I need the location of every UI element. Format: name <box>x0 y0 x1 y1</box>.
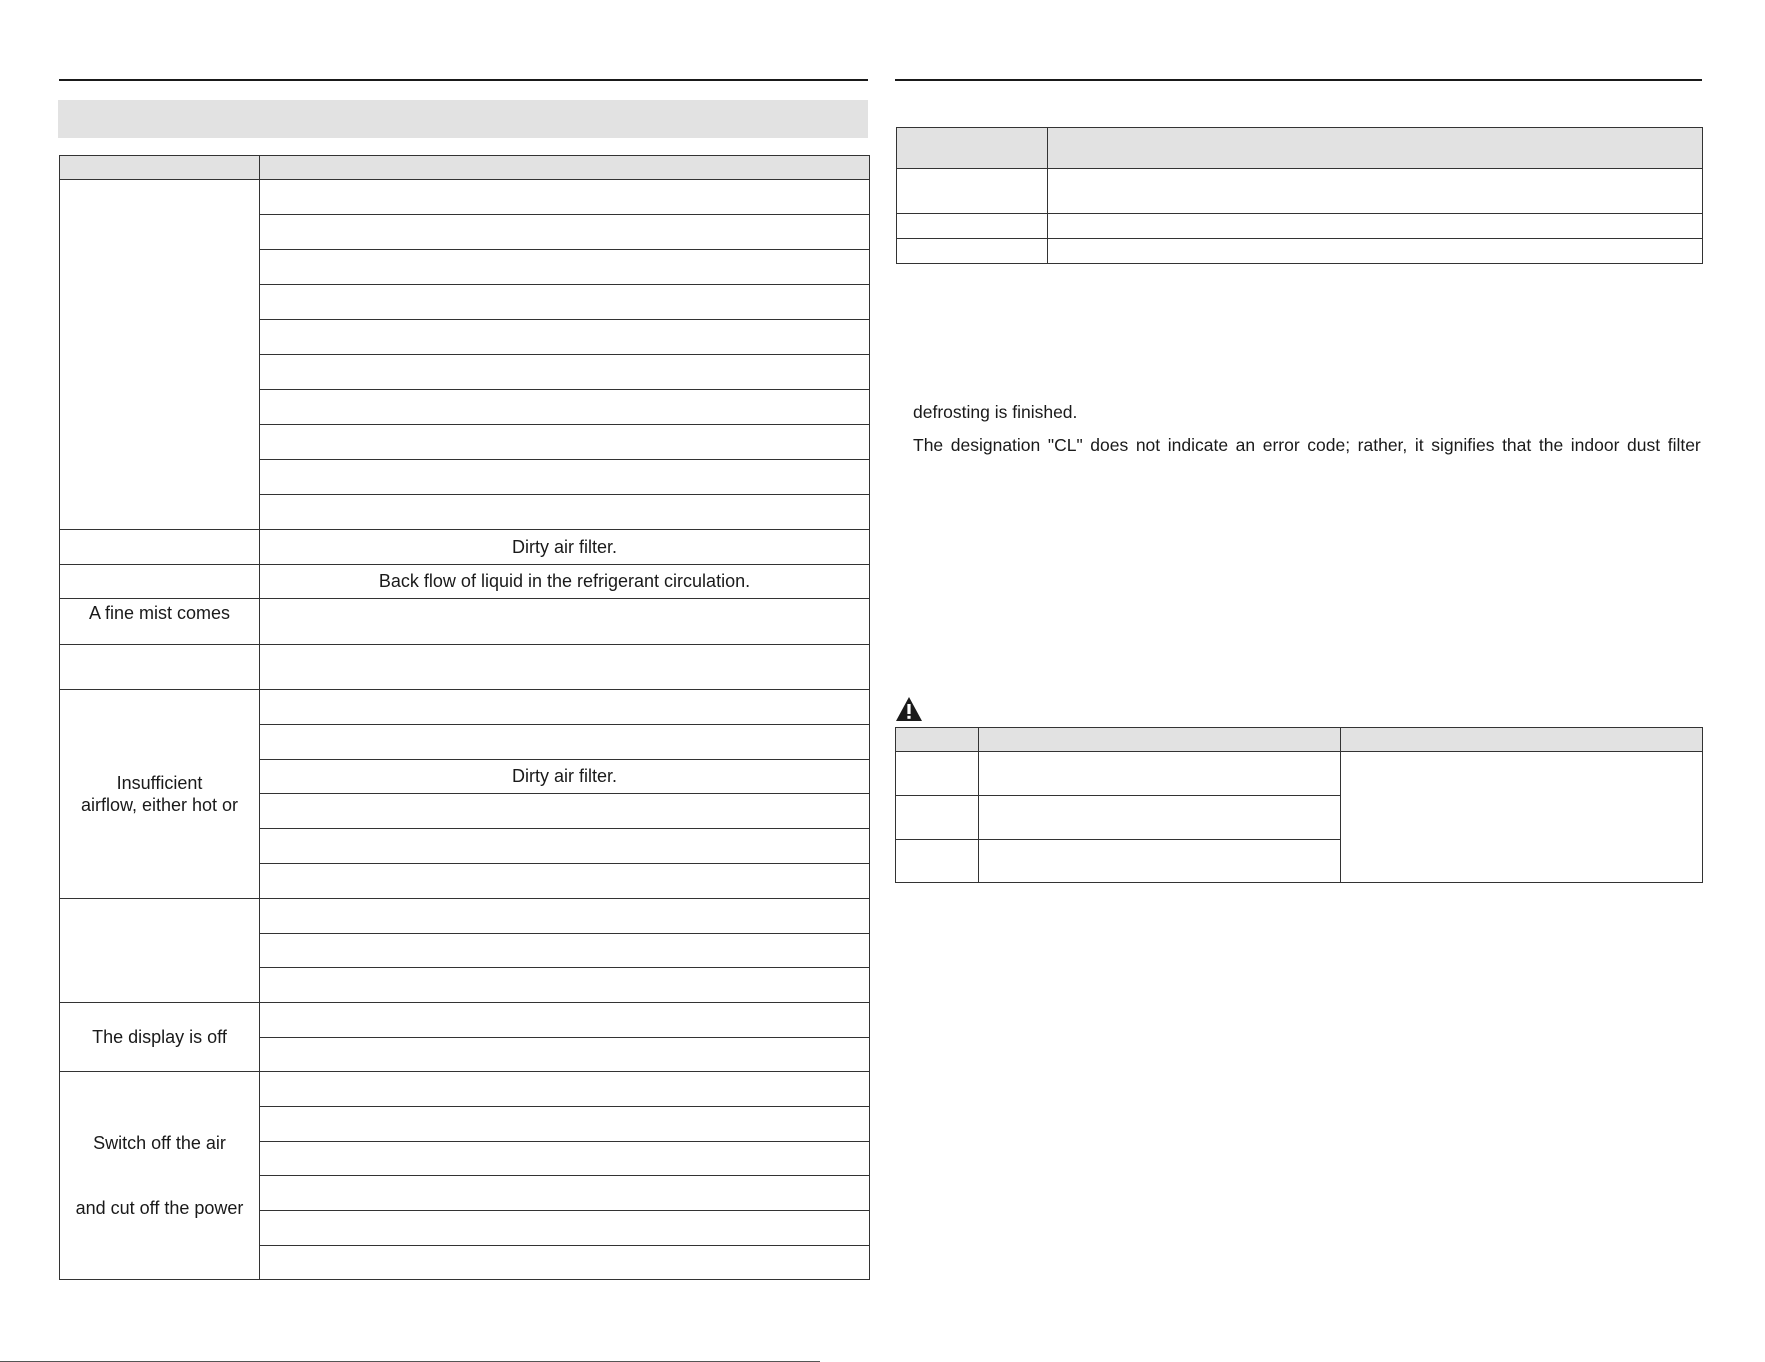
cause-cell <box>260 725 870 760</box>
error-code-cell <box>897 214 1048 239</box>
cause-cell <box>260 864 870 899</box>
table-header-symptom <box>60 156 260 180</box>
cl-explanation-word: not <box>1135 435 1161 455</box>
cause-cell <box>260 1072 870 1107</box>
cl-explanation-word: signifies <box>1431 435 1495 455</box>
left-header-rule <box>59 79 868 81</box>
cl-explanation-word: indicate <box>1167 435 1229 455</box>
error-meaning-cell <box>1048 169 1703 214</box>
cl-explanation-text <box>913 435 1701 456</box>
cause-cell <box>260 215 870 250</box>
cause-cell <box>260 425 870 460</box>
symptom-switch-off <box>60 1072 260 1280</box>
cause-cell <box>260 320 870 355</box>
symptom-cell <box>60 180 260 530</box>
symptom-airflow-line2: airflow, either hot or <box>80 795 239 815</box>
cause-cell <box>260 285 870 320</box>
cause-cell <box>260 1038 870 1072</box>
cause-cell <box>260 1176 870 1211</box>
warning-code-cell <box>896 840 979 883</box>
error-table-header-code <box>897 128 1048 169</box>
warning-action-cell <box>1341 752 1703 883</box>
error-code-cell <box>897 239 1048 264</box>
cause-cell <box>260 1246 870 1280</box>
symptom-cell <box>60 645 260 690</box>
cl-explanation-word: an <box>1235 435 1256 455</box>
cause-cell <box>260 934 870 968</box>
cl-explanation-word: rather, <box>1357 435 1408 455</box>
cl-explanation-word: designation <box>950 435 1041 455</box>
cause-cell <box>260 899 870 934</box>
cause-cell: Back flow of liquid in the refrigerant circulation. <box>260 565 870 599</box>
cl-explanation-word: filter <box>1667 435 1701 455</box>
symptom-cell <box>60 565 260 599</box>
symptom-insufficient-airflow <box>60 690 260 899</box>
defrost-text: defrosting is finished. <box>913 402 1078 422</box>
warning-table-header-3 <box>1341 728 1703 752</box>
left-section-title-bar <box>58 100 868 138</box>
error-table-header-meaning <box>1048 128 1703 169</box>
symptom-cell <box>60 530 260 565</box>
right-header-rule <box>895 79 1702 81</box>
cl-explanation-word: does <box>1090 435 1129 455</box>
cause-cell <box>260 180 870 215</box>
symptom-mist: A fine mist comes <box>60 599 260 645</box>
cl-explanation-word: it <box>1414 435 1424 455</box>
symptom-display-off: The display is off <box>60 1003 260 1072</box>
cl-explanation-word: code; <box>1307 435 1351 455</box>
cause-cell <box>260 690 870 725</box>
symptom-switch-line2: and cut off the power <box>75 1198 244 1218</box>
cause-cell <box>260 250 870 285</box>
cause-cell <box>260 829 870 864</box>
cause-cell <box>260 599 870 645</box>
cause-cell <box>260 390 870 425</box>
cause-cell <box>260 460 870 495</box>
cause-cell <box>260 1142 870 1176</box>
error-meaning-cell <box>1048 239 1703 264</box>
cause-cell <box>260 645 870 690</box>
cl-explanation-word: "CL" <box>1047 435 1083 455</box>
cause-cell: Dirty air filter. <box>260 530 870 565</box>
symptom-cell <box>60 899 260 1003</box>
error-meaning-cell <box>1048 214 1703 239</box>
cause-cell <box>260 1211 870 1246</box>
warning-description-cell <box>979 840 1341 883</box>
cause-cell: Dirty air filter. <box>260 760 870 794</box>
cause-cell <box>260 794 870 829</box>
warning-table <box>895 727 1703 883</box>
cause-cell <box>260 355 870 390</box>
error-code-cell <box>897 169 1048 214</box>
cause-cell <box>260 968 870 1003</box>
warning-code-cell <box>896 752 979 796</box>
warning-code-cell <box>896 796 979 840</box>
cl-explanation-word: dust <box>1627 435 1661 455</box>
cause-cell <box>260 1107 870 1142</box>
warning-table-header-2 <box>979 728 1341 752</box>
cl-explanation-word: error <box>1262 435 1300 455</box>
warning-table-header-1 <box>896 728 979 752</box>
warning-description-cell <box>979 752 1341 796</box>
error-code-table <box>896 127 1703 264</box>
table-header-cause <box>260 156 870 180</box>
cl-explanation-word: indoor <box>1570 435 1620 455</box>
cause-cell <box>260 1003 870 1038</box>
warning-triangle-icon <box>895 696 923 722</box>
warning-description-cell <box>979 796 1341 840</box>
cl-explanation-word: the <box>1538 435 1564 455</box>
cl-explanation-word: that <box>1502 435 1532 455</box>
cl-explanation-word: The <box>913 435 944 455</box>
cause-cell <box>260 495 870 530</box>
troubleshooting-table <box>59 155 870 1280</box>
symptom-airflow-line1: Insufficient <box>116 773 203 793</box>
symptom-switch-line1: Switch off the air <box>93 1133 226 1153</box>
